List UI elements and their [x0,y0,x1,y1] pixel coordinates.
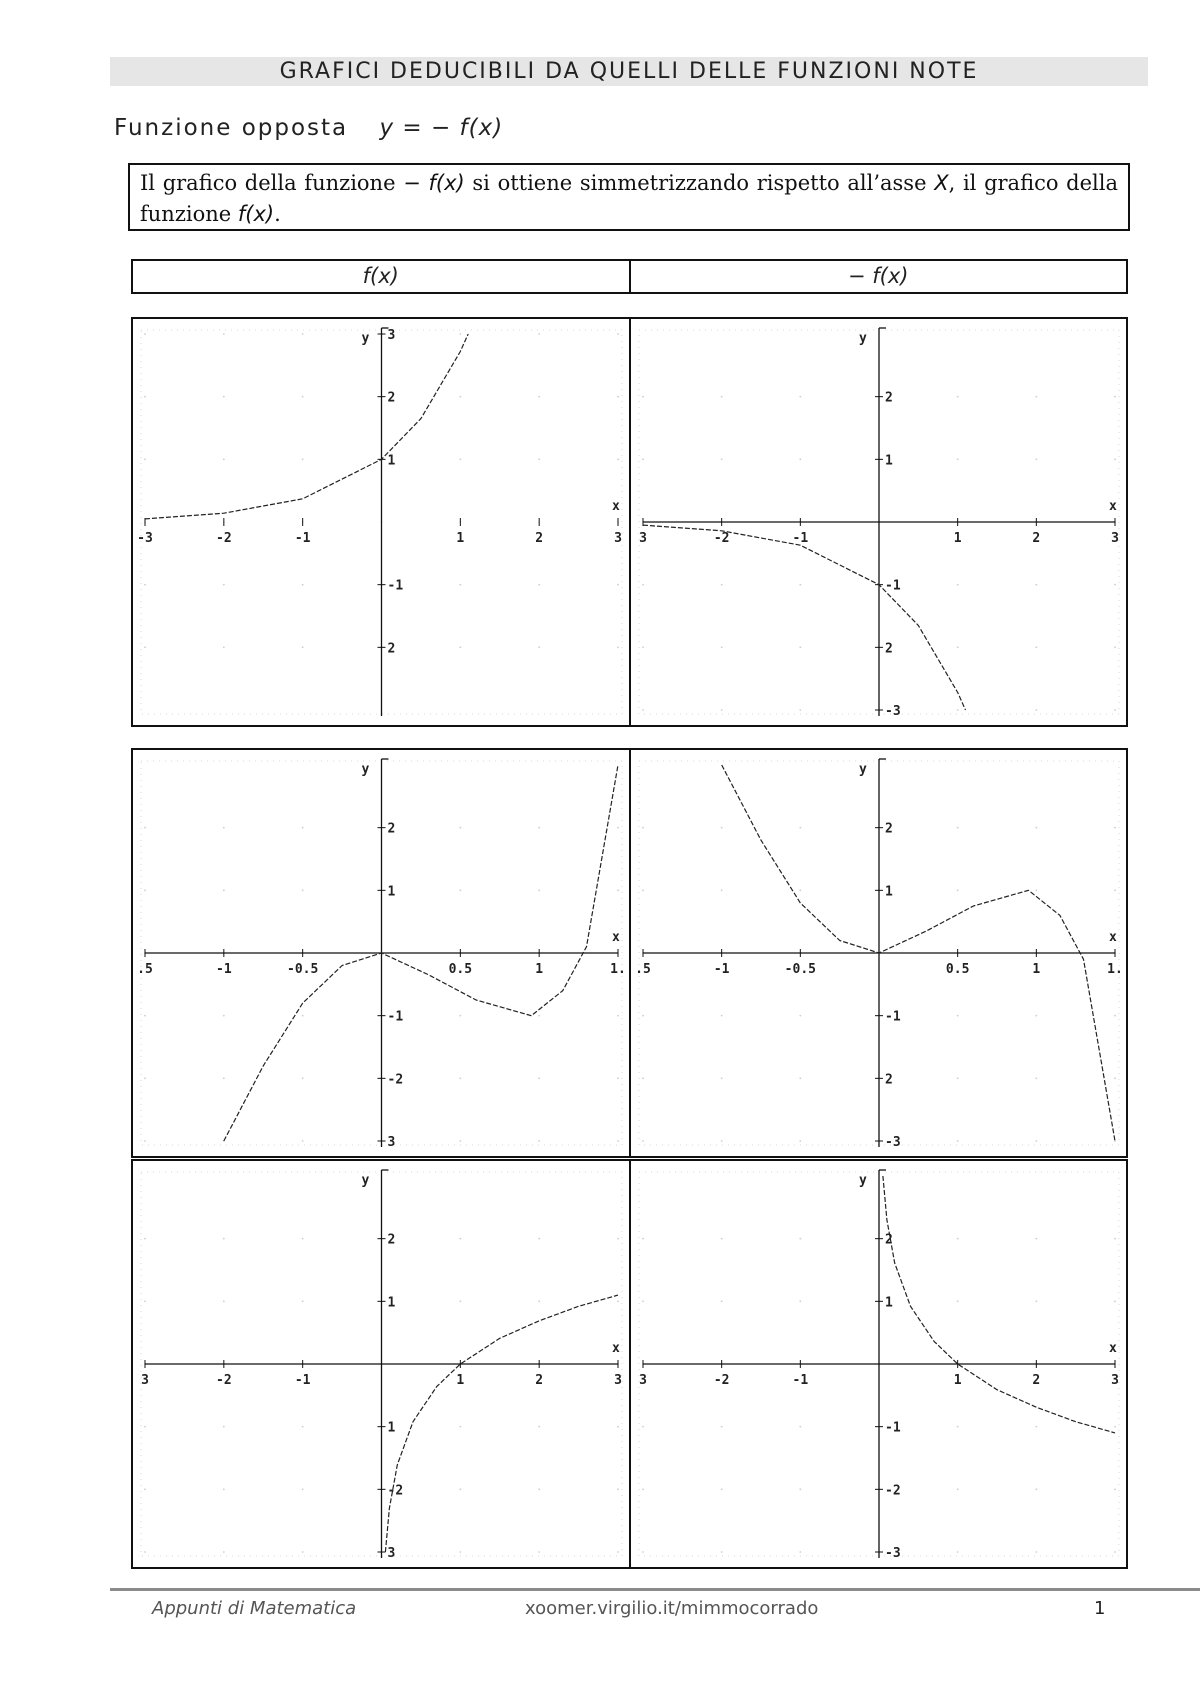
grid-dot [144,827,146,829]
grid-dot [956,1015,958,1017]
grid-dot [617,584,619,586]
grid-dot [617,458,619,460]
grid-dot [302,827,304,829]
y-tick-label: -3 [884,1546,901,1561]
grid-dot [538,1077,540,1079]
grid-dot [799,1488,801,1490]
x-tick-label: 3 [638,1373,647,1388]
x-tick-label: -0.5 [287,962,319,977]
x-tick-label: 1 [953,531,962,546]
x-tick-label: -3 [137,531,153,546]
grid-dot [538,333,540,335]
y-tick-label: -1 [387,578,404,594]
grid-dot [617,646,619,648]
plot-exp-minus-f [631,319,1127,725]
grid-dot [538,396,540,398]
section-title-text: Funzione opposta [114,115,349,141]
grid-dot [302,889,304,891]
function-curve [643,525,966,710]
grid-dot [799,646,801,648]
grid-dot [799,1077,801,1079]
grid-dot [1114,1015,1116,1017]
y-tick-label: 2 [387,390,396,406]
x-tick-label: -2 [216,531,232,546]
y-tick-label: 2 [884,1072,893,1088]
grid-dot [799,889,801,891]
grid-dot [1114,889,1116,891]
x-tick-label: -2 [216,1373,232,1388]
y-axis-title: y [858,331,867,346]
grid-dot [538,827,540,829]
grid-dot [642,1551,644,1553]
document-header: GRAFICI DEDUCIBILI DA QUELLI DELLE FUNZIONI NOTE [110,57,1148,86]
x-tick-label: 3 [638,531,647,546]
grid-dot [223,889,225,891]
grid-dot [642,1488,644,1490]
grid-dot [459,646,461,648]
y-tick-label: 3 [387,328,396,343]
grid-dot [1114,709,1116,711]
grid-dot [1035,889,1037,891]
grid-dot [617,396,619,398]
section-title [114,115,503,141]
grid-dot [538,1426,540,1428]
footer-left: Appunti di Matematica [152,1598,357,1619]
grid-dot [302,1300,304,1302]
y-tick-label: -1 [884,1420,901,1436]
y-tick-label: 1 [884,1295,893,1311]
grid-dot [538,458,540,460]
grid-dot [538,584,540,586]
definition-text-3: , il grafico della funzione [140,171,1119,226]
graph-cell-cubic-f [133,750,629,1156]
grid-dot [617,1238,619,1240]
y-tick-label: -3 [884,1135,901,1150]
grid-dot [956,1238,958,1240]
grid-dot [799,1238,801,1240]
function-curve [145,334,468,519]
grid-dot [642,1300,644,1302]
grid-dot [799,709,801,711]
grid-dot [302,1140,304,1142]
grid-dot [223,458,225,460]
grid-dot [1114,1300,1116,1302]
column-header-f: f(x) [362,264,399,288]
grid-dot [956,827,958,829]
grid-dot [799,396,801,398]
grid-dot [720,1426,722,1428]
grid-dot [642,584,644,586]
grid-dot [459,396,461,398]
grid-dot [302,1488,304,1490]
grid-dot [144,1300,146,1302]
grid-dot [1035,1488,1037,1490]
x-tick-label: 3 [141,1373,149,1388]
grid-dot [302,1426,304,1428]
grid-dot [302,584,304,586]
grid-dot [1114,827,1116,829]
x-tick-label: 2 [1031,531,1040,546]
grid-dot [144,1488,146,1490]
function-curve [882,1176,1114,1433]
footer-url: xoomer.virgilio.it/mimmocorrado [525,1598,819,1619]
grid-dot [1114,1077,1116,1079]
grid-dot [956,1551,958,1553]
grid-dot [459,889,461,891]
definition-math-2: X [934,171,949,195]
grid-dot [538,1015,540,1017]
grid-dot [1035,827,1037,829]
grid-dot [459,827,461,829]
grid-dot [459,458,461,460]
grid-dot [642,458,644,460]
grid-dot [302,1077,304,1079]
grid-dot [538,1300,540,1302]
y-axis-title: y [858,762,867,777]
definition-text-4: . [274,202,281,226]
grid-dot [1035,1551,1037,1553]
grid-dot [956,458,958,460]
function-curve [385,1295,618,1552]
grid-dot [1114,584,1116,586]
grid-dot [720,458,722,460]
grid-dot [459,1140,461,1142]
x-tick-label: -1 [713,962,729,977]
x-tick-label: 1 [535,962,544,977]
grid-dot [538,1140,540,1142]
y-axis-title: y [858,1173,867,1188]
grid-dot [1035,584,1037,586]
grid-dot [223,646,225,648]
definition-text-2: si ottiene simmetrizzando rispetto all’asse [464,171,935,195]
y-tick-label: 2 [387,821,396,837]
grid-dot [223,1551,225,1553]
y-axis-title: y [361,762,370,777]
grid-dot [144,1551,146,1553]
graph-cell-exp-f [133,319,629,725]
grid-dot [720,1488,722,1490]
grid-dot [720,646,722,648]
column-header-table [131,259,1128,294]
y-tick-label: 1 [387,884,396,900]
grid-dot [642,646,644,648]
grid-dot [799,1551,801,1553]
grid-dot [223,1426,225,1428]
grid-dot [617,1015,619,1017]
grid-dot [956,1488,958,1490]
grid-dot [720,827,722,829]
grid-dot [617,1140,619,1142]
y-tick-label: 2 [884,641,893,657]
grid-dot [642,889,644,891]
grid-dot [1035,1077,1037,1079]
grid-dot [956,1300,958,1302]
grid-dot [144,396,146,398]
x-tick-label: -2 [713,1373,729,1388]
grid-dot [1035,1140,1037,1142]
grid-dot [720,584,722,586]
grid-dot [538,646,540,648]
grid-dot [144,1077,146,1079]
plot-log-f [133,1161,630,1567]
y-tick-label: 3 [387,1135,396,1150]
x-axis-title: x [612,1341,620,1356]
y-tick-label: 1 [387,1295,396,1311]
grid-dot [144,333,146,335]
grid-dot [223,1488,225,1490]
grid-dot [459,1077,461,1079]
y-tick-label: 2 [387,641,396,657]
grid-dot [720,709,722,711]
grid-dot [144,1140,146,1142]
grid-dot [1035,1300,1037,1302]
grid-dot [720,396,722,398]
y-tick-label: 2 [884,1232,893,1248]
y-tick-label: 1 [387,453,396,469]
grid-dot [302,1015,304,1017]
y-tick-label: -1 [884,578,901,594]
x-tick-label: 2 [535,1373,544,1388]
grid-dot [1035,646,1037,648]
grid-dot [144,889,146,891]
y-tick-label: -1 [387,1009,404,1025]
grid-dot [144,1015,146,1017]
grid-dot [617,333,619,335]
grid-dot [223,1300,225,1302]
grid-dot [144,584,146,586]
y-tick-label: 1 [884,453,893,469]
x-tick-label: 1. [610,962,626,977]
grid-dot [956,1140,958,1142]
x-tick-label: 3 [1110,1373,1119,1388]
graph-cell-exp-minus-f [629,319,1127,725]
grid-dot [1035,396,1037,398]
grid-dot [642,1238,644,1240]
x-tick-label: -1 [792,531,808,546]
y-tick-label: -2 [884,1483,901,1499]
x-tick-label: -1 [294,531,311,546]
definition-math-1: − f(x) [403,171,465,195]
x-tick-label: 0.5 [448,962,473,977]
grid-dot [720,1140,722,1142]
plot-cubic-minus-f [631,750,1127,1156]
grid-dot [1114,1426,1116,1428]
x-tick-label: -1 [792,1373,808,1388]
grid-dot [642,709,644,711]
grid-dot [144,1426,146,1428]
column-header-minus-f: − f(x) [629,261,1127,292]
y-tick-label: 2 [884,821,893,837]
grid-dot [956,396,958,398]
x-tick-label: -1 [294,1373,311,1388]
x-tick-label: 1 [456,531,465,546]
grid-dot [302,1551,304,1553]
grid-dot [459,1488,461,1490]
grid-dot [1035,458,1037,460]
grid-dot [617,827,619,829]
grid-dot [144,1238,146,1240]
grid-dot [720,889,722,891]
grid-dot [720,1077,722,1079]
grid-dot [538,1488,540,1490]
grid-dot [1114,1140,1116,1142]
grid-dot [459,1426,461,1428]
grid-dot [799,1300,801,1302]
grid-dot [956,709,958,711]
grid-dot [642,1140,644,1142]
x-tick-label: .5 [137,962,153,977]
grid-dot [1114,1551,1116,1553]
x-axis-title: x [1108,499,1117,514]
grid-dot [956,646,958,648]
x-axis-title: x [1108,1341,1117,1356]
graph-cell-log-f [133,1161,629,1567]
y-tick-label: -2 [387,1072,404,1088]
grid-dot [223,584,225,586]
grid-dot [1035,1015,1037,1017]
plot-log-minus-f [631,1161,1127,1567]
grid-dot [223,827,225,829]
graph-cell-log-minus-f [629,1161,1127,1567]
grid-dot [642,1077,644,1079]
x-tick-label: 2 [535,531,544,546]
y-tick-label: -1 [884,1009,901,1025]
grid-dot [1114,1488,1116,1490]
x-tick-label: 1 [953,1373,962,1388]
grid-dot [223,333,225,335]
grid-dot [223,396,225,398]
section-formula: y = − f(x) [379,115,504,141]
grid-dot [956,1426,958,1428]
grid-dot [302,1238,304,1240]
x-tick-label: .5 [634,962,651,977]
y-tick-label: 2 [387,1232,396,1248]
x-tick-label: 2 [1031,1373,1040,1388]
graph-row-logarithm [131,1159,1128,1569]
plot-exp-f [133,319,630,725]
grid-dot [617,1488,619,1490]
grid-dot [956,584,958,586]
grid-dot [720,1015,722,1017]
x-tick-label: 3 [614,1373,622,1388]
y-tick-label: 1 [387,1420,396,1436]
grid-dot [1114,458,1116,460]
grid-dot [302,333,304,335]
x-tick-label: 0.5 [945,962,969,977]
grid-dot [617,1077,619,1079]
grid-dot [799,1140,801,1142]
grid-dot [617,1551,619,1553]
grid-dot [538,1551,540,1553]
grid-dot [302,396,304,398]
grid-dot [223,1015,225,1017]
grid-dot [1114,396,1116,398]
grid-dot [1114,1238,1116,1240]
grid-dot [642,1015,644,1017]
y-tick-label: 3 [387,1546,396,1561]
y-axis-title: y [361,331,370,346]
x-tick-label: -0.5 [784,962,816,977]
y-tick-label: 2 [884,390,893,406]
y-axis-title: y [361,1173,370,1188]
grid-dot [459,1551,461,1553]
x-tick-label: 1. [1106,962,1123,977]
grid-dot [642,396,644,398]
grid-dot [799,1015,801,1017]
plot-cubic-f [133,750,630,1156]
grid-dot [144,458,146,460]
footer-divider [110,1588,1200,1591]
grid-dot [459,333,461,335]
grid-dot [223,1238,225,1240]
grid-dot [799,458,801,460]
grid-dot [1035,1426,1037,1428]
grid-dot [1035,709,1037,711]
grid-dot [720,1238,722,1240]
grid-dot [956,889,958,891]
grid-dot [799,1426,801,1428]
grid-dot [459,1300,461,1302]
x-tick-label: -1 [216,962,232,977]
graph-row-cubic [131,748,1128,1158]
grid-dot [720,1300,722,1302]
grid-dot [459,1015,461,1017]
x-axis-title: x [1108,930,1117,945]
y-tick-label: -3 [884,704,901,719]
x-tick-label: 1 [1031,962,1040,977]
grid-dot [642,827,644,829]
graph-row-exponential [131,317,1128,727]
x-tick-label: 1 [456,1373,465,1388]
grid-dot [302,646,304,648]
x-tick-label: 3 [614,531,622,546]
grid-dot [538,889,540,891]
grid-dot [1114,646,1116,648]
graph-cell-cubic-minus-f [629,750,1127,1156]
page-number: 1 [1094,1598,1106,1619]
grid-dot [799,584,801,586]
grid-dot [302,458,304,460]
definition-box [128,163,1130,231]
grid-dot [144,646,146,648]
grid-dot [956,1077,958,1079]
definition-text-1: Il grafico della funzione [140,171,404,195]
x-tick-label: 3 [1110,531,1119,546]
grid-dot [223,1077,225,1079]
grid-dot [617,1426,619,1428]
definition-math-3: f(x) [237,202,275,226]
grid-dot [799,827,801,829]
x-tick-label: -2 [713,531,729,546]
y-tick-label: -2 [387,1483,404,1499]
grid-dot [617,889,619,891]
grid-dot [642,1426,644,1428]
x-axis-title: x [612,930,620,945]
y-tick-label: 1 [884,884,893,900]
grid-dot [617,1300,619,1302]
grid-dot [1035,1238,1037,1240]
grid-dot [459,1238,461,1240]
grid-dot [538,1238,540,1240]
x-axis-title: x [612,499,620,514]
grid-dot [459,584,461,586]
grid-dot [720,1551,722,1553]
